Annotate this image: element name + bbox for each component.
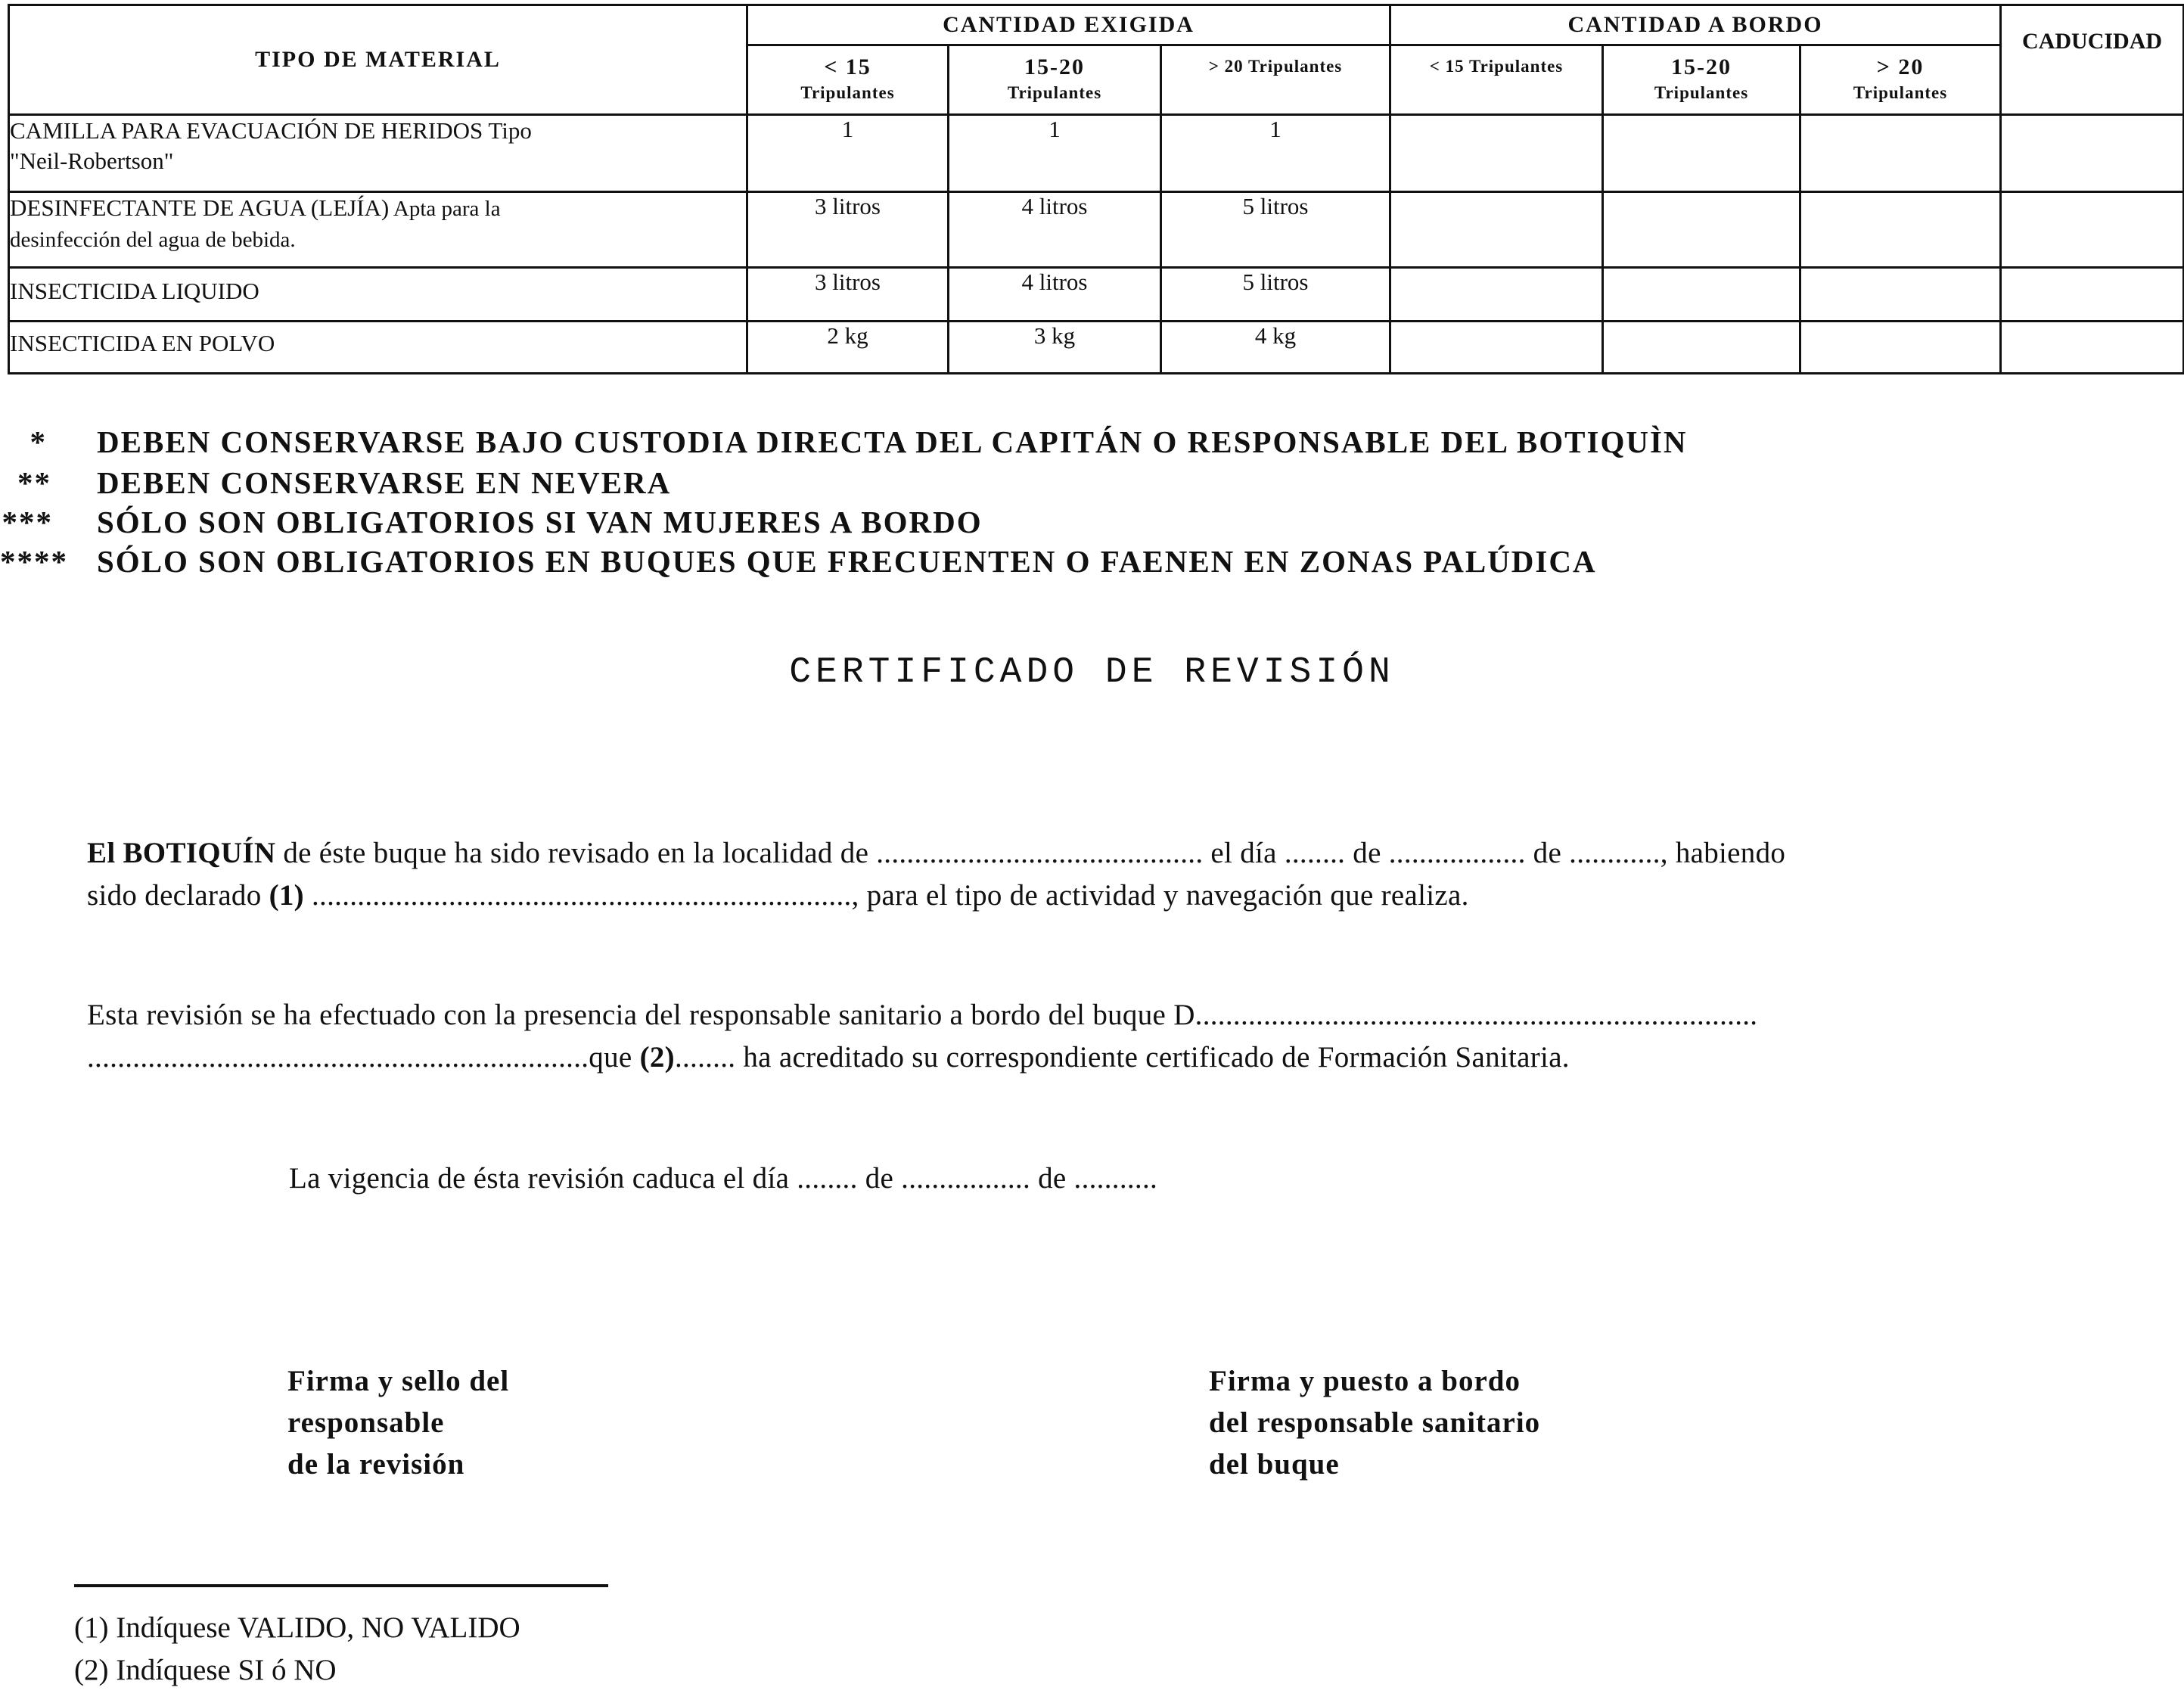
signature-label: de la revisión <box>287 1448 465 1481</box>
note-item <box>0 422 2179 463</box>
signature-label: Firma y sello del <box>287 1365 510 1397</box>
note-stars: * <box>30 424 47 459</box>
note-text: DEBEN CONSERVARSE BAJO CUSTODIA DIRECTA DEL CAPITÁN O RESPONSABLE DEL BOTIQUÌN <box>97 424 1688 459</box>
signature-block-revision <box>287 1360 509 1485</box>
bordo-gt20-cell[interactable] <box>1800 322 2001 374</box>
storage-notes <box>0 422 2179 581</box>
presence-line-1: Esta revisión se ha efectuado con la presencia del responsable sanitario a bordo del buque D.......................................................................... <box>87 999 1758 1031</box>
exigida-gt20-value: 1 <box>1161 115 1390 192</box>
signature-label: Firma y puesto a bordo <box>1209 1365 1521 1397</box>
bordo-15-20-cell[interactable] <box>1603 268 1800 322</box>
exigida-lt15-value: 1 <box>747 115 949 192</box>
footnote-divider <box>74 1584 608 1587</box>
revision-line-2: ......................................................................., para el tipo de actividad y navegación que realiza. <box>303 879 1469 912</box>
bordo-lt15-cell[interactable] <box>1390 192 1603 268</box>
bordo-lt15-cell[interactable] <box>1390 268 1603 322</box>
header-exigida-lt15: < 15 Tripulantes <box>747 45 949 115</box>
note-item <box>0 502 2179 542</box>
header-bordo-lt15: < 15 Tripulantes <box>1390 45 1603 115</box>
bordo-gt20-cell[interactable] <box>1800 192 2001 268</box>
exigida-lt15-value: 3 litros <box>747 192 949 268</box>
exigida-lt15-value: 3 litros <box>747 268 949 322</box>
exigida-15-20-value: 4 litros <box>949 192 1161 268</box>
header-bordo-15-20: 15-20 Tripulantes <box>1603 45 1800 115</box>
bordo-15-20-cell[interactable] <box>1603 192 1800 268</box>
caducidad-cell[interactable] <box>2001 192 2184 268</box>
note-text: SÓLO SON OBLIGATORIOS SI VAN MUJERES A BORDO <box>97 505 983 539</box>
bordo-15-20-cell[interactable] <box>1603 322 1800 374</box>
footnote-ref-2: (2) <box>639 1041 675 1074</box>
signature-label: del responsable sanitario <box>1209 1406 1541 1439</box>
note-stars: **** <box>0 544 68 579</box>
exigida-gt20-value: 4 kg <box>1161 322 1390 374</box>
footnote-2: (2) Indíquese SI ó NO <box>74 1654 337 1686</box>
header-cantidad-a-bordo: CANTIDAD A BORDO <box>1390 5 2001 45</box>
bordo-lt15-cell[interactable] <box>1390 322 1603 374</box>
table-row <box>9 322 2184 374</box>
certificate-title: CERTIFICADO DE REVISIÓN <box>789 652 1395 693</box>
exigida-15-20-value: 1 <box>949 115 1161 192</box>
material-name: DESINFECTANTE DE AGUA (LEJÍA) Apta para la desinfección del agua de bebida. <box>9 192 747 268</box>
header-caducidad: CADUCIDAD <box>2001 5 2184 115</box>
exigida-gt20-value: 5 litros <box>1161 192 1390 268</box>
signature-label: responsable <box>287 1406 445 1439</box>
footnotes <box>74 1607 520 1692</box>
signature-label: del buque <box>1209 1448 1340 1481</box>
caducidad-cell[interactable] <box>2001 322 2184 374</box>
exigida-15-20-value: 3 kg <box>949 322 1161 374</box>
bordo-gt20-cell[interactable] <box>1800 268 2001 322</box>
note-stars: *** <box>2 505 53 539</box>
caducidad-cell[interactable] <box>2001 115 2184 192</box>
material-table <box>8 4 2184 374</box>
declared-label: sido declarado <box>87 879 269 912</box>
caducidad-cell[interactable] <box>2001 268 2184 322</box>
signature-block-sanitario <box>1209 1360 1540 1485</box>
validity-line: La vigencia de ésta revisión caduca el día ........ de ................. de ........... <box>289 1162 1158 1195</box>
bordo-gt20-cell[interactable] <box>1800 115 2001 192</box>
note-item <box>0 463 2179 502</box>
note-text: DEBEN CONSERVARSE EN NEVERA <box>97 465 672 500</box>
header-exigida-15-20: 15-20 Tripulantes <box>949 45 1161 115</box>
header-tipo-material: TIPO DE MATERIAL <box>9 5 747 115</box>
header-cantidad-exigida: CANTIDAD EXIGIDA <box>747 5 1390 45</box>
note-text: SÓLO SON OBLIGATORIOS EN BUQUES QUE FRECUENTEN O FAENEN EN ZONAS PALÚDICA <box>97 544 1597 579</box>
bordo-15-20-cell[interactable] <box>1603 115 1800 192</box>
note-stars: ** <box>17 465 51 500</box>
table-row <box>9 268 2184 322</box>
material-name: CAMILLA PARA EVACUACIÓN DE HERIDOS Tipo "Neil-Robertson" <box>9 115 747 192</box>
header-exigida-gt20: > 20 Tripulantes <box>1161 45 1390 115</box>
header-bordo-gt20: > 20 Tripulantes <box>1800 45 2001 115</box>
presence-line-2a: ..................................................................que <box>87 1041 640 1074</box>
presence-line-2c: ........ ha acreditado su correspondiente certificado de Formación Sanitaria. <box>674 1041 1570 1074</box>
table-row <box>9 192 2184 268</box>
exigida-15-20-value: 4 litros <box>949 268 1161 322</box>
exigida-lt15-value: 2 kg <box>747 322 949 374</box>
footnote-1: (1) Indíquese VALIDO, NO VALIDO <box>74 1611 520 1644</box>
bordo-lt15-cell[interactable] <box>1390 115 1603 192</box>
material-name: INSECTICIDA LIQUIDO <box>9 268 747 322</box>
footnote-ref-1: (1) <box>269 879 304 912</box>
presence-paragraph <box>87 994 2182 1079</box>
exigida-gt20-value: 5 litros <box>1161 268 1390 322</box>
revision-line-1: de éste buque ha sido revisado en la localidad de ........................................... el día ........ de .................. de ............, habiendo <box>275 837 1786 869</box>
note-item <box>0 542 2179 581</box>
material-name: INSECTICIDA EN POLVO <box>9 322 747 374</box>
revision-paragraph <box>87 832 2182 917</box>
botiquin-label: El BOTIQUÍN <box>87 837 276 869</box>
table-row <box>9 115 2184 192</box>
